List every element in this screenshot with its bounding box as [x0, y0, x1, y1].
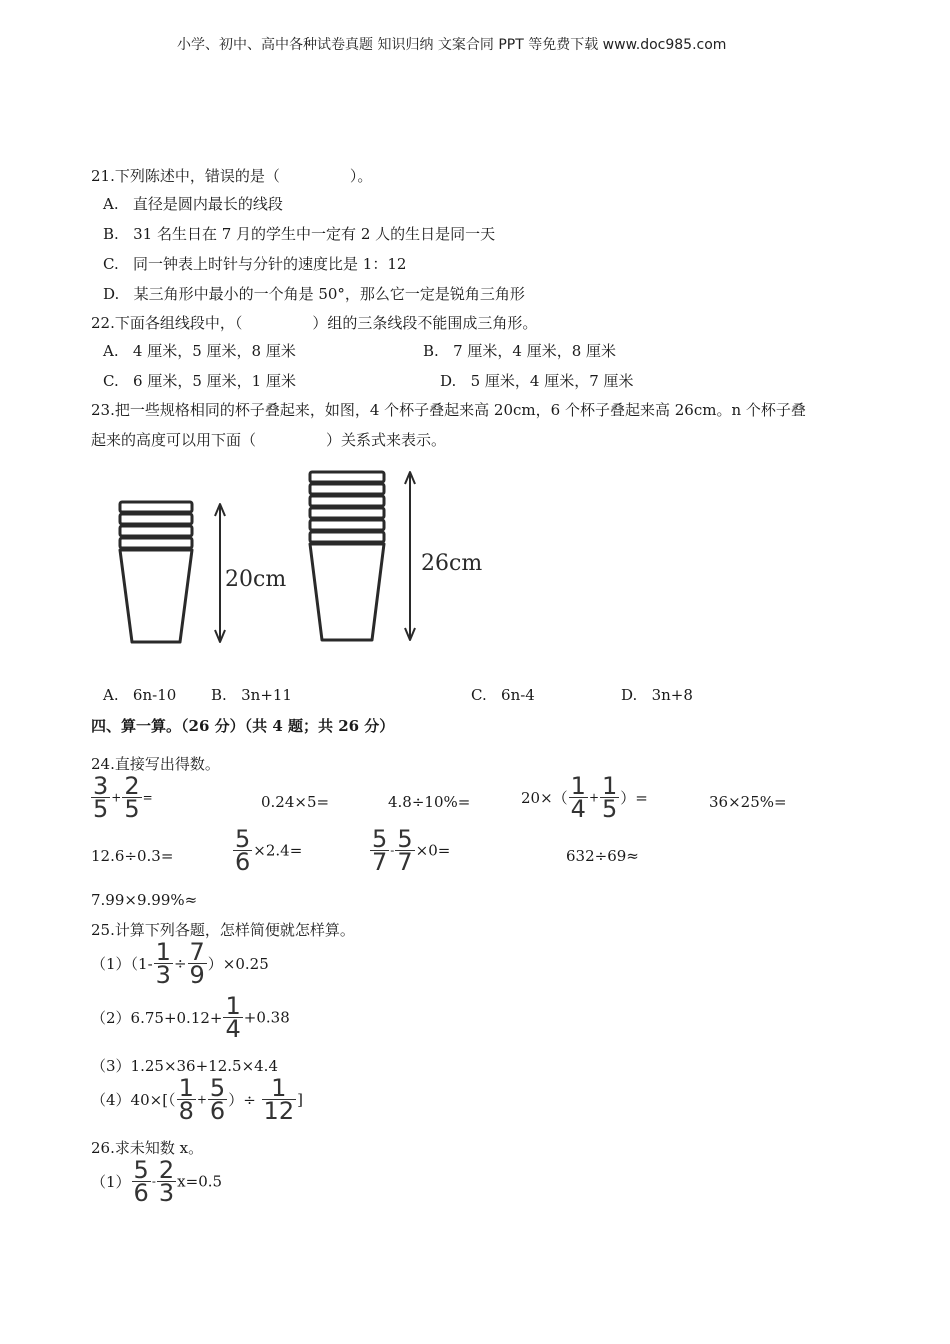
stacked-cups-figure [100, 462, 500, 662]
section-4-heading: 四、算一算。（26 分）（共 4 题；共 26 分） [91, 717, 395, 735]
q21-option-a: A. 直径是圆内最长的线段 [103, 195, 283, 213]
q23-option-c: C. 6n-4 [471, 686, 535, 704]
left-cup-stack [120, 502, 192, 642]
q22-option-b: B. 7 厘米，4 厘米，8 厘米 [423, 342, 617, 360]
q22-stem: 22.下面各组线段中，（ ）组的三条线段不能围成三角形。 [91, 314, 538, 332]
q24-expr-6: 12.6÷0.3= [91, 847, 174, 865]
q25-problem-2: （2）6.75+0.12+ $\frac{1}{4}$ +0.38 [91, 992, 290, 1043]
q26-problem-1: （1） $\frac{5}{6}$ - $\frac{2}{3}$ x=0.5 [91, 1156, 223, 1207]
right-height-label: 26cm [421, 551, 483, 576]
q24-expr-8: $\frac{5}{7}$ - $\frac{5}{7}$ ×0= [372, 825, 451, 876]
q21-option-d: D. 某三角形中最小的一个角是 50°，那么它一定是锐角三角形 [103, 285, 525, 303]
q22-option-c: C. 6 厘米，5 厘米，1 厘米 [103, 372, 296, 390]
q24-expr-4: 20×（ $\frac{1}{4}$ + $\frac{1}{5}$ ）= [521, 772, 648, 823]
q25-problem-1: （1）（1- $\frac{1}{3}$ ÷ $\frac{7}{9}$ ）×0.25 [91, 938, 269, 989]
q23-option-b: B. 3n+11 [211, 686, 292, 704]
q24-expr-10: 7.99×9.99%≈ [91, 891, 198, 909]
q23-stem-line2: 起来的高度可以用下面（ ）关系式来表示。 [91, 431, 447, 449]
q24-title: 24.直接写出得数。 [91, 755, 220, 773]
q21-option-c: C. 同一钟表上时针与分针的速度比是 1：12 [103, 255, 407, 273]
q22-option-a: A. 4 厘米，5 厘米，8 厘米 [103, 342, 296, 360]
q24-expr-9: 632÷69≈ [566, 847, 639, 865]
q23-stem-line1: 23.把一些规格相同的杯子叠起来，如图，4 个杯子叠起来高 20cm，6 个杯子叠起来高 26cm。n 个杯子叠 [91, 401, 806, 419]
q24-expr-3: 4.8÷10%= [388, 793, 471, 811]
q25-title: 25.计算下列各题，怎样简便就怎样算。 [91, 921, 355, 939]
q24-expr-7: $\frac{5}{6}$ ×2.4= [235, 825, 303, 876]
q21-option-b: B. 31 名生日在 7 月的学生中一定有 2 人的生日是同一天 [103, 225, 496, 243]
q25-problem-3: （3）1.25×36+12.5×4.4 [91, 1057, 278, 1075]
q24-expr-1: $\frac{3}{5}$ + $\frac{2}{5}$ = [93, 772, 153, 823]
left-height-arrow [215, 504, 225, 642]
q21-stem: 21.下列陈述中，错误的是（ ）。 [91, 167, 373, 185]
q25-problem-4: （4）40×[（ $\frac{1}{8}$ + $\frac{5}{6}$ ）÷ $\frac{1}{12}$ ] [91, 1074, 303, 1125]
right-cup-stack [310, 472, 384, 640]
left-height-label: 20cm [225, 567, 287, 592]
right-height-arrow [405, 472, 415, 640]
q22-option-d: D. 5 厘米，4 厘米，7 厘米 [440, 372, 634, 390]
page-header: 小学、初中、高中各种试卷真题 知识归纳 文案合同 PPT 等免费下载 www.doc985.com [177, 37, 727, 53]
q23-option-a: A. 6n-10 [103, 686, 177, 704]
q24-expr-5: 36×25%= [709, 793, 787, 811]
q23-option-d: D. 3n+8 [621, 686, 693, 704]
q26-title: 26.求未知数 x。 [91, 1139, 204, 1157]
q24-expr-2: 0.24×5= [261, 793, 330, 811]
